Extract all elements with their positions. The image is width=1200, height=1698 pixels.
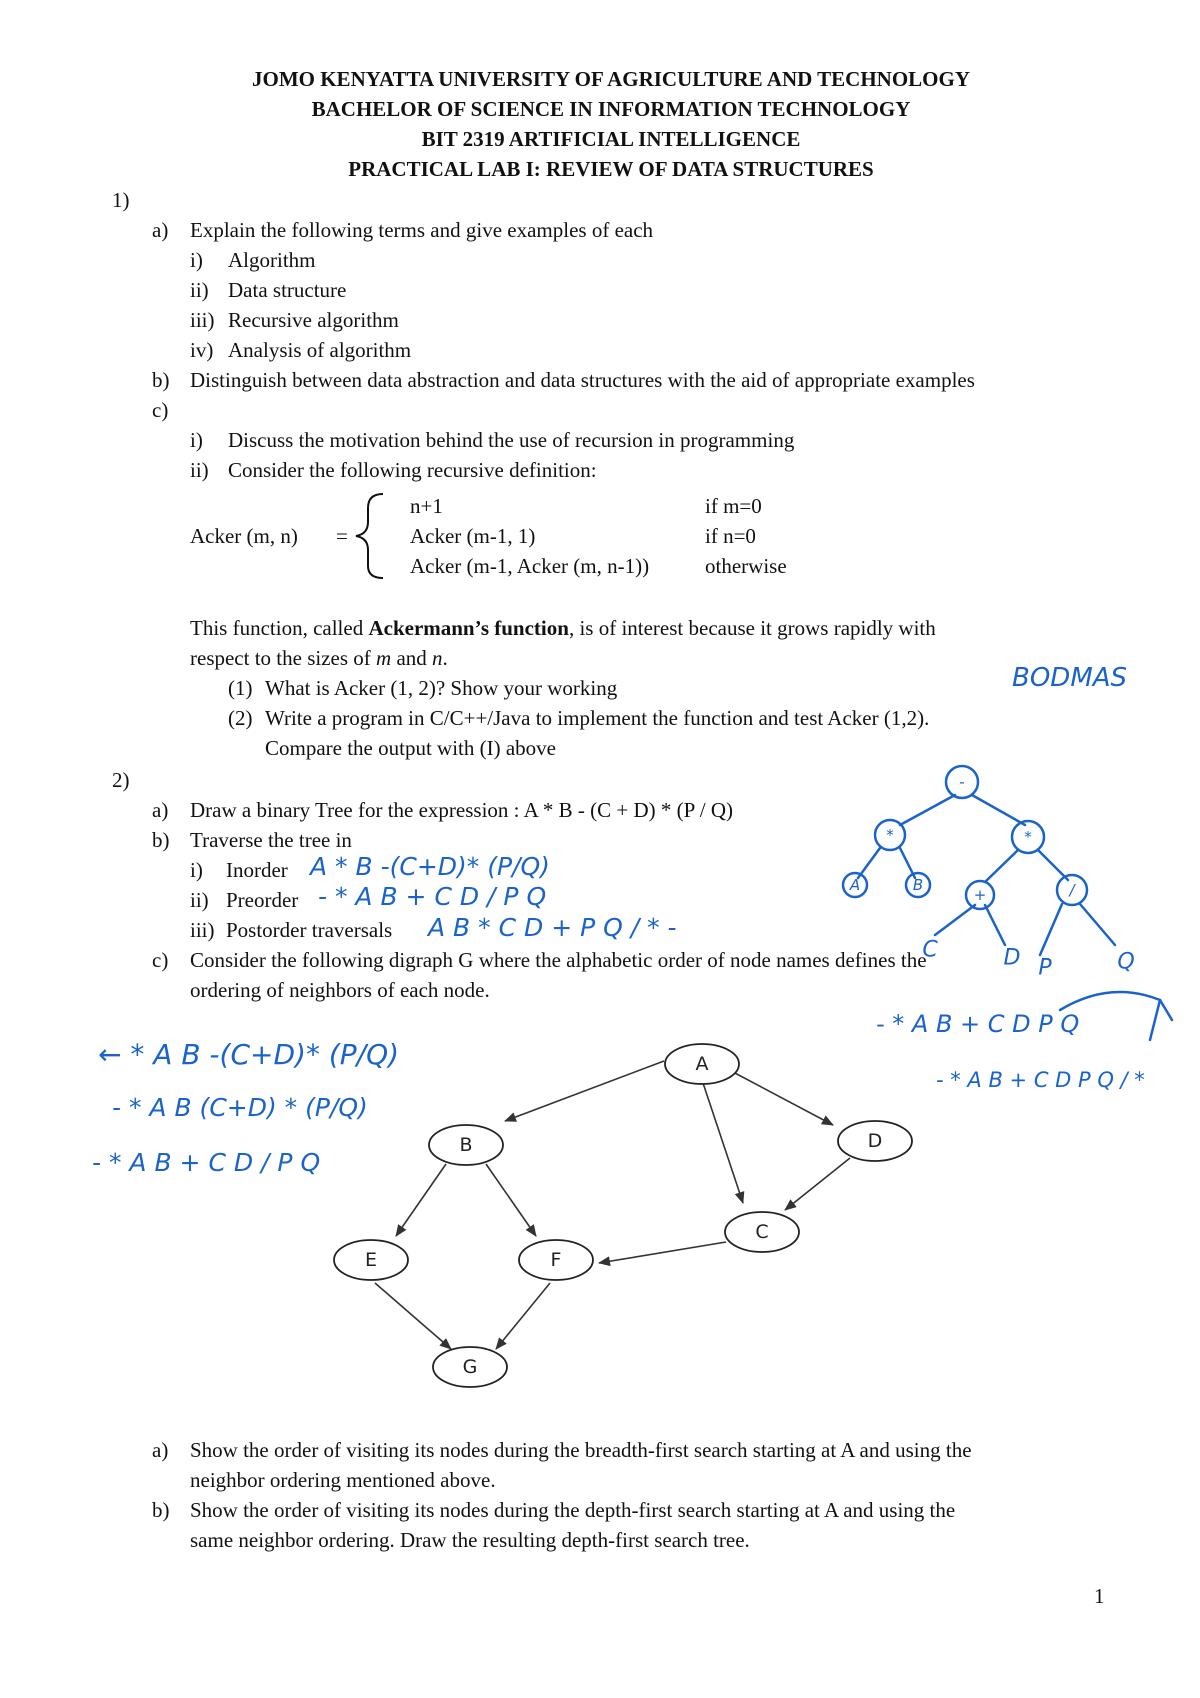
page-number: 1 xyxy=(1094,1584,1105,1608)
edge-c-f xyxy=(599,1242,726,1263)
tree-node-label: Q xyxy=(1117,949,1135,975)
q1c-sub-label: (2) xyxy=(228,706,253,730)
handwritten-note-1: ← * A B -(C+D)* (P/Q) xyxy=(98,1038,400,1071)
acker-case-expr: Acker (m-1, Acker (m, n-1)) xyxy=(410,554,650,578)
q1a-item-text: Recursive algorithm xyxy=(228,308,399,332)
question-1-number: 1) xyxy=(112,188,130,212)
q1c-label: c) xyxy=(152,398,169,422)
q2a-text: Draw a binary Tree for the expression : A * B - (C + D) * (P / Q) xyxy=(190,798,733,822)
edge-e-g xyxy=(375,1283,451,1349)
ackermann-paragraph-line1: This function, called Ackermann’s function, is of interest because it grows rapidly with xyxy=(190,616,936,640)
ackermann-paragraph-line2: respect to the sizes of m and n. xyxy=(190,646,448,670)
graph-node-label: B xyxy=(459,1134,473,1156)
dfs-question-label: b) xyxy=(152,1498,170,1522)
q1c-item-label: ii) xyxy=(190,458,209,482)
q2b-item-text: Inorder xyxy=(226,858,288,882)
q2b-item-label: iii) xyxy=(190,918,215,942)
q1c-sub-text: Write a program in C/C++/Java to implement the function and test Acker (1,2). xyxy=(265,706,930,730)
edge-b-e xyxy=(396,1164,446,1236)
acker-case-cond: otherwise xyxy=(705,554,787,578)
graph-node-label: G xyxy=(462,1356,478,1378)
handwritten-inorder: A * B -(C+D)* (P/Q) xyxy=(310,852,550,881)
edge-a-c xyxy=(703,1083,743,1203)
q1c-item-label: i) xyxy=(190,428,203,452)
handwritten-note-5: - * A B + C D P Q / * xyxy=(936,1068,1145,1092)
university-title: JOMO KENYATTA UNIVERSITY OF AGRICULTURE AND TECHNOLOGY xyxy=(251,67,971,91)
graph-node-a xyxy=(665,1044,739,1084)
q1c-item-text: Consider the following recursive definition: xyxy=(228,458,597,482)
q1a-item-text: Algorithm xyxy=(228,248,316,272)
handwritten-note-4: - * A B + C D P Q xyxy=(876,1010,1080,1038)
graph-node-label: F xyxy=(550,1249,562,1271)
q1a-label: a) xyxy=(152,218,169,242)
graph-node-label: A xyxy=(695,1053,709,1075)
acker-case-cond: if n=0 xyxy=(705,524,756,548)
graph-node-label: D xyxy=(867,1130,883,1152)
bfs-question-line1: Show the order of visiting its nodes during the breadth-first search starting at A and using the xyxy=(190,1438,972,1462)
bfs-question-line2: neighbor ordering mentioned above. xyxy=(190,1468,496,1492)
acker-brace xyxy=(356,494,383,578)
tree-node-label: D xyxy=(1003,945,1021,971)
lab-title: PRACTICAL LAB I: REVIEW OF DATA STRUCTURES xyxy=(348,157,874,181)
tree-node-label: A xyxy=(849,876,861,894)
edge-d-c xyxy=(785,1158,850,1210)
question-2-number: 2) xyxy=(112,768,130,792)
tree-node-label: + xyxy=(973,886,987,904)
degree-title: BACHELOR OF SCIENCE IN INFORMATION TECHNOLOGY xyxy=(311,97,911,121)
dfs-question-line1: Show the order of visiting its nodes during the depth-first search starting at A and using the xyxy=(190,1498,956,1522)
bfs-question-label: a) xyxy=(152,1438,169,1462)
q1a-text: Explain the following terms and give examples of each xyxy=(190,218,654,242)
graph-node-b xyxy=(429,1125,503,1165)
course-title: BIT 2319 ARTIFICIAL INTELLIGENCE xyxy=(421,127,801,151)
q2c-label: c) xyxy=(152,948,169,972)
tree-node-label: / xyxy=(1069,881,1075,899)
q1a-item-label: iii) xyxy=(190,308,215,332)
handwritten-bodmas: BODMAS xyxy=(1012,663,1128,693)
handwritten-preorder: - * A B + C D / P Q xyxy=(318,882,547,911)
tree-node-label: C xyxy=(922,937,938,963)
q2b-text: Traverse the tree in xyxy=(190,828,352,852)
handwritten-note-3: - * A B + C D / P Q xyxy=(92,1148,321,1177)
edge-f-g xyxy=(496,1283,550,1349)
acker-lhs: Acker (m, n) xyxy=(190,524,298,548)
q2b-item-text: Postorder traversals xyxy=(226,918,393,942)
graph-node-c xyxy=(725,1212,799,1252)
graph-node-label: C xyxy=(755,1221,769,1243)
handwritten-expression-tree xyxy=(843,766,1135,981)
edge-a-b xyxy=(505,1061,664,1121)
edge-b-f xyxy=(486,1164,536,1236)
q2c-text-line2: ordering of neighbors of each node. xyxy=(190,978,490,1002)
acker-equals: = xyxy=(336,524,348,548)
q2b-item-label: i) xyxy=(190,858,203,882)
tree-node-label: P xyxy=(1038,955,1052,981)
tree-node-label: * xyxy=(886,826,894,844)
handwritten-postorder: A B * C D + P Q / * - xyxy=(428,913,677,942)
q1c-sub-text: What is Acker (1, 2)? Show your working xyxy=(265,676,618,700)
handwritten-note-2: - * A B (C+D) * (P/Q) xyxy=(112,1093,368,1122)
graph-node-g xyxy=(433,1347,507,1387)
acker-case-expr: n+1 xyxy=(410,494,443,518)
q1a-item-text: Analysis of algorithm xyxy=(228,338,412,362)
q1c-sub-label: (1) xyxy=(228,676,253,700)
edge-a-d xyxy=(733,1072,833,1125)
q1c-sub-continuation: Compare the output with (I) above xyxy=(265,736,557,760)
handwritten-arrow xyxy=(1060,992,1172,1040)
q1a-item-text: Data structure xyxy=(228,278,347,302)
q2b-item-label: ii) xyxy=(190,888,209,912)
graph-node-label: E xyxy=(364,1249,378,1271)
graph-node-f xyxy=(519,1240,593,1280)
graph-node-e xyxy=(334,1240,408,1280)
q2b-label: b) xyxy=(152,828,170,852)
q1c-item-text: Discuss the motivation behind the use of recursion in programming xyxy=(228,428,795,452)
tree-node-label: * xyxy=(1024,828,1032,846)
tree-node-label: - xyxy=(959,773,965,791)
acker-case-cond: if m=0 xyxy=(705,494,762,518)
acker-case-expr: Acker (m-1, 1) xyxy=(410,524,536,548)
q1a-item-label: iv) xyxy=(190,338,214,362)
tree-node-label: B xyxy=(912,876,924,894)
q1a-item-label: ii) xyxy=(190,278,209,302)
q2a-label: a) xyxy=(152,798,169,822)
q1b-label: b) xyxy=(152,368,170,392)
graph-node-d xyxy=(838,1121,912,1161)
q1b-text: Distinguish between data abstraction and data structures with the aid of appropriate examples xyxy=(190,368,975,392)
q1a-item-label: i) xyxy=(190,248,203,272)
q2b-item-text: Preorder xyxy=(226,888,299,912)
q2c-text-line1: Consider the following digraph G where the alphabetic order of node names defines the xyxy=(190,948,927,972)
dfs-question-line2: same neighbor ordering. Draw the resulting depth-first search tree. xyxy=(190,1528,750,1552)
